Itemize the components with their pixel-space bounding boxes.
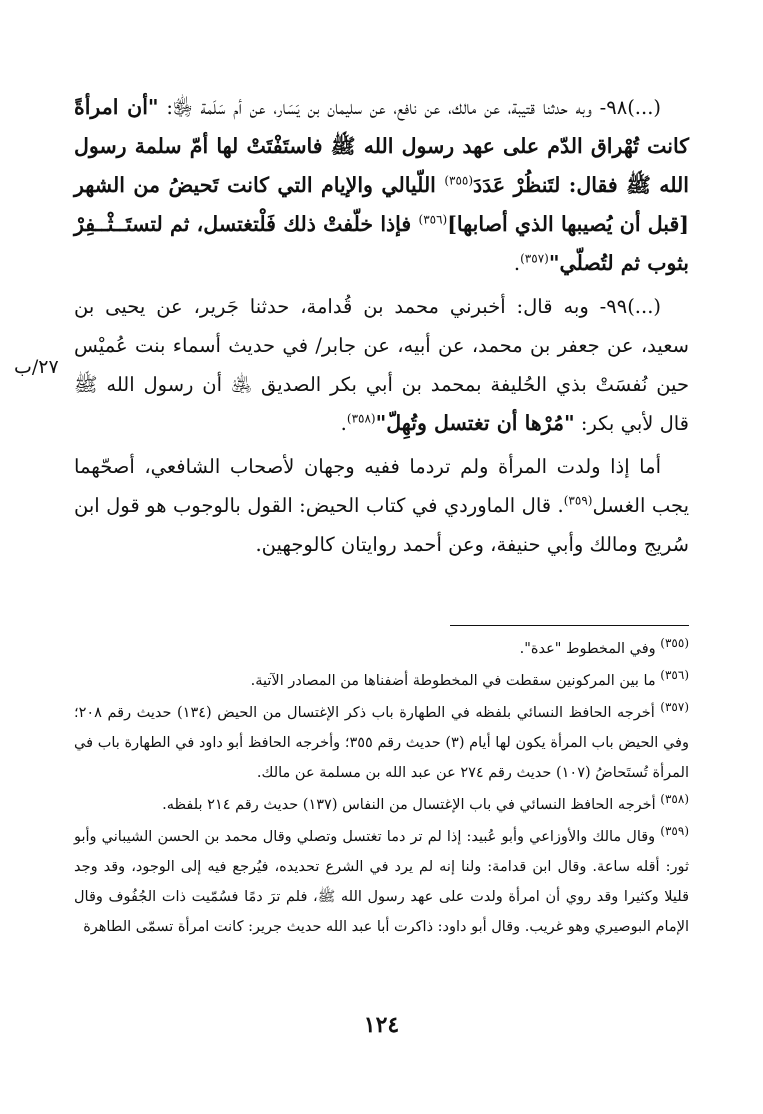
footnote-ref: (٣٥٥) — [444, 173, 474, 188]
footnote-number: (٣٥٦) — [660, 668, 689, 683]
hadith-quote: فإذا خلّفتْ ذلك فَلْتغتسل، ثم لتستَــثْــفِرْ بثوب ثم لتُصلّي" — [74, 212, 689, 275]
footnote-text: وفي المخطوط "عدة". — [519, 641, 661, 657]
footnote — [74, 790, 689, 820]
footnote-number: (٣٥٧) — [660, 700, 689, 715]
paragraph-hadith-99 — [74, 287, 689, 443]
footnote-ref: (٣٥٩) — [563, 493, 593, 508]
footnote — [74, 822, 689, 942]
paragraph-text: (...)٩٩- وبه قال: أخبرني محمد بن قُدامة، حدثنا جَرير، عن يحيى بن سعيد، عن جعفر بن محمد، عن أبيه، عن جابر/ في حديث أسماء بنت عُميْس حين نُفسَتْ بذي الحُليفة بمحمد بن أبي بكر الصديق ﵁ أن رسول الله ﷺ قال لأبي بكر: — [74, 295, 689, 435]
footnote-text: أخرجه الحافظ النسائي بلفظه في الطهارة باب ذكر الإغتسال من الحيض (١٣٤) حديث رقم ٢٠٨؛ وفي الحيض باب المرأة يكون لها أيام (٣) حديث رقم ٣٥٥؛ وأخرجه الحافظ أبو داود في الطهارة باب في المرأة تُستَحاضُ (١٠٧) حديث رقم ٢٧٤ عن عبد الله بن مسلمة عن مالك. — [74, 705, 689, 781]
footnote-text: أخرجه الحافظ النسائي في باب الإغتسال من النفاس (١٣٧) حديث رقم ٢١٤ بلفظه. — [162, 797, 661, 813]
footnotes — [74, 634, 689, 942]
hadith-quote: "مُرْها أن تغتسل وتُهِلّ" — [375, 411, 575, 435]
paragraph-commentary — [74, 447, 689, 564]
footnote-ref: (٣٥٦) — [418, 212, 448, 227]
paragraph-text: . — [513, 252, 521, 275]
paragraph-text: . — [340, 412, 347, 435]
footnote — [74, 666, 689, 696]
footnote-ref: (٣٥٧) — [520, 251, 549, 266]
footnote-divider — [450, 625, 689, 626]
hadith-quote: "أن امرأةً كانت تُهْراق الدّم على عهد رسول الله ﷺ فاستَفْتَتْ لها أمّ سلمة رسول الله ﷺ فقال: لتَنظُرْ عَدَدَ — [74, 95, 689, 197]
footnote-number: (٣٥٩) — [660, 824, 689, 839]
footnote-ref: (٣٥٨) — [346, 411, 376, 426]
folio-margin-note: ٢٧/ب — [14, 356, 59, 378]
footnote-text: ما بين المركونين سقطت في المخطوطة أضفناها من المصادر الآتية. — [250, 673, 661, 689]
footnote — [74, 634, 689, 664]
footnote-number: (٣٥٨) — [660, 792, 689, 807]
footnote-number: (٣٥٥) — [660, 636, 689, 651]
footnote — [74, 698, 689, 788]
hadith-quote: اللّيالي والإيام التي كانت تَحيضُ من الشهر [قبل أن يُصيبها الذي أصابها] — [74, 173, 689, 236]
paragraph-text: أما إذا ولدت المرأة ولم تردما ففيه وجهان لأصحاب الشافعي، أصحّهما يجب الغسل — [74, 455, 689, 517]
page-number: ١٢٤ — [363, 1012, 400, 1038]
paragraph-text: . قال الماوردي في كتاب الحيض: القول بالوجوب هو قول ابن سُريج ومالك وأبي حنيفة، وعن أحمد روايتان كالوجهين. — [74, 494, 689, 556]
footnote-text: وقال مالك والأوزاعي وأبو عُبيد: إذا لم تر دما تغتسل وتصلي وقال محمد بن الحسن الشيباني وأبو ثور: أقله ساعة. وقال ابن قدامة: ولنا إنه لم يرد في الشرع تحديده، فيُرجع فيه إلى الوجود، وقد وجد قليلا وكثيرا وقد روي أن امرأة ولدت على عهد رسول الله ﷺ، فلم ترَ دمًا فسُمّيت ذات الجُفُوف وقال الإمام البوصيري وهو غريب. وقال أبو داود: ذاكرت أبا عبد الله حديث جرير: كانت امرأة تسمّى الطاهرة — [74, 829, 689, 935]
paragraph-hadith-98 — [74, 88, 689, 283]
paragraph-text: (...)٩٨- وبه حدثنا قتيبة، عن مالك، عن نافع، عن سليمان بن يَسَار، عن أم سَلَمة ﵂: — [158, 96, 661, 119]
main-text — [74, 88, 689, 564]
